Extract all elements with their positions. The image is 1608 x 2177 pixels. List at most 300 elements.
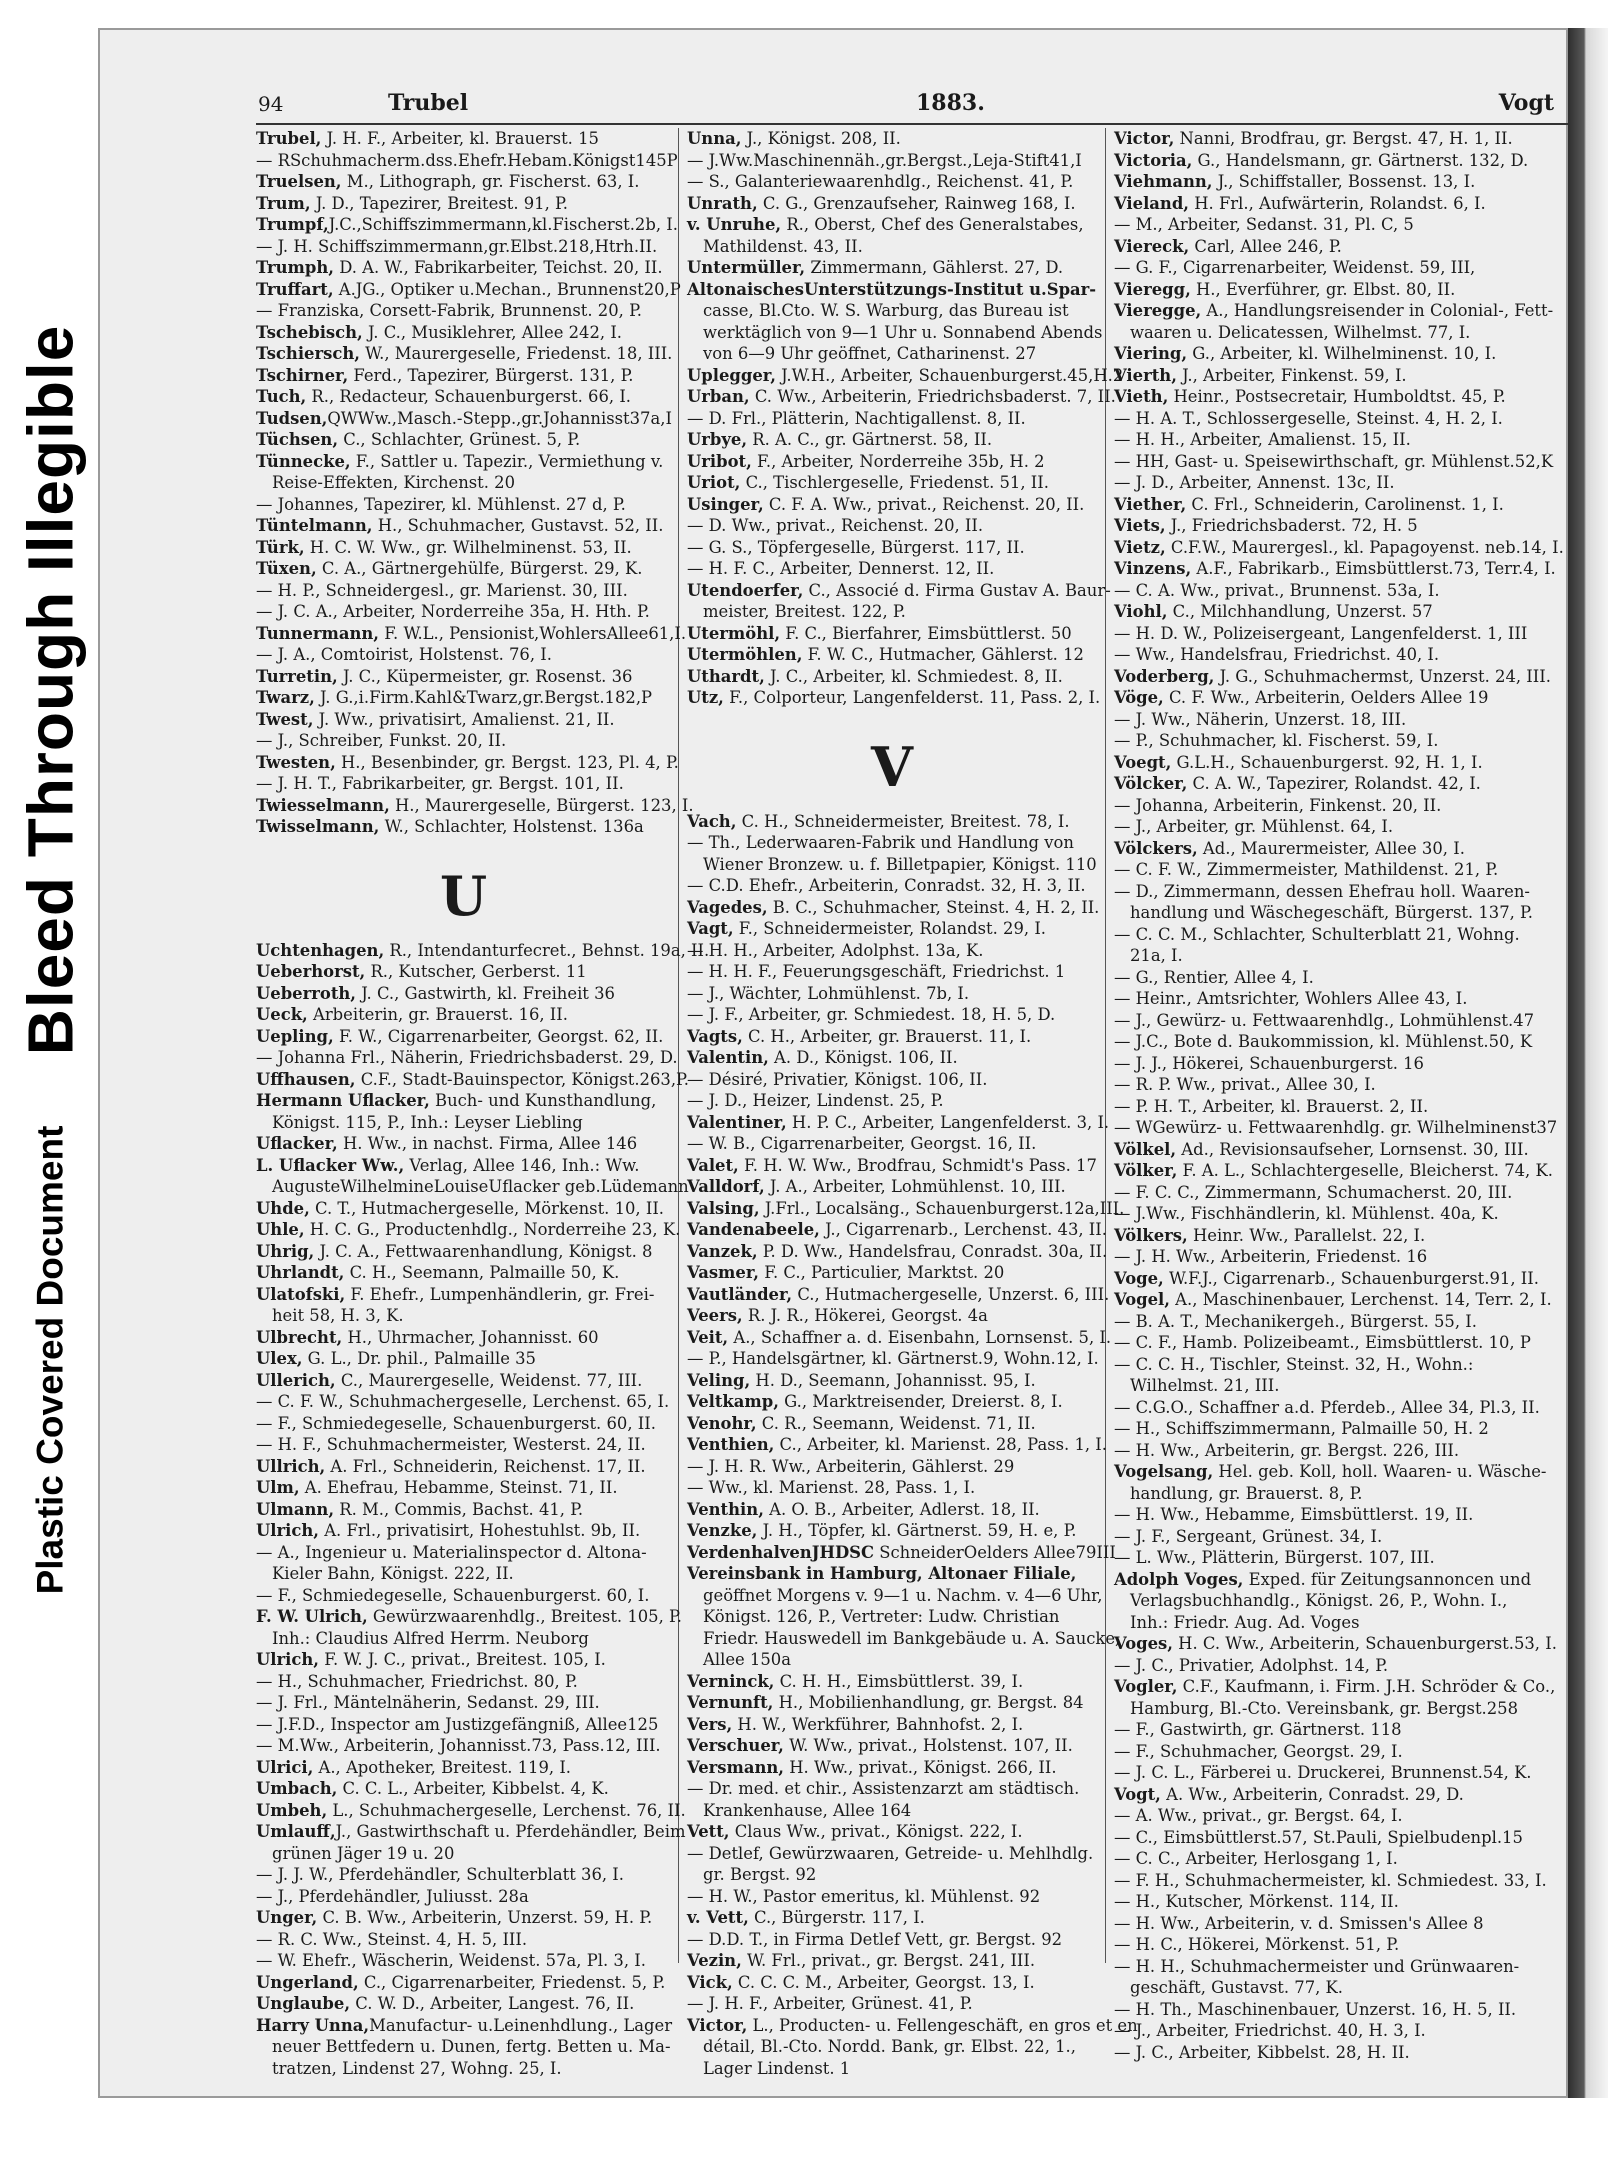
entry-details: — J. C. A., Arbeiter, Norderreihe 35a, H. Hth. P.	[256, 602, 650, 621]
directory-entry	[687, 214, 1097, 236]
directory-entry	[256, 983, 671, 1005]
entry-details: G., Arbeiter, kl. Wilhelminenst. 10, I.	[1187, 344, 1497, 363]
entry-details: — J. H. Ww., Arbeiterin, Friedenst. 16	[1114, 1247, 1428, 1266]
directory-entry	[687, 1735, 1097, 1757]
entry-details: F. A. L., Schlachtergeselle, Bleicherst. 74, K.	[1177, 1161, 1553, 1180]
entry-details: tratzen, Lindenst 27, Wohng. 25, I.	[272, 2058, 562, 2078]
entry-details: — Ww., Handelsfrau, Friedrichst. 40, I.	[1114, 645, 1440, 664]
entry-details: — Johannes, Tapezirer, kl. Mühlenst. 27 d, P.	[256, 494, 626, 514]
directory-entry	[1114, 838, 1574, 860]
directory-entry	[256, 773, 671, 795]
directory-entry	[256, 1499, 671, 1521]
directory-entry	[1114, 1461, 1574, 1483]
entry-details: — J. Ww., Näherin, Unzerst. 18, III.	[1114, 709, 1407, 729]
entry-details: H., Besenbinder, gr. Bergst. 123, Pl. 4, P.	[335, 752, 679, 772]
entry-details: J. C., Gastwirth, kl. Freiheit 36	[356, 983, 615, 1003]
directory-entry	[1114, 1977, 1574, 1999]
entry-surname: Viether,	[1114, 494, 1187, 514]
entry-details: A.JG., Optiker u.Mechan., Brunnenst20,P	[333, 279, 681, 299]
entry-details: — G. F., Cigarrenarbeiter, Weidenst. 59, III,	[1114, 258, 1476, 277]
entry-details: C., Schlachter, Grünest. 5, P.	[338, 430, 581, 449]
directory-entry	[1114, 601, 1574, 623]
directory-entry	[1114, 1160, 1574, 1182]
entry-details: — WGewürz- u. Fettwaarenhdlg. gr. Wilhelminenst37	[1114, 1118, 1558, 1137]
directory-entry	[687, 515, 1097, 537]
entry-details: Reise-Effekten, Kirchenst. 20	[272, 473, 516, 492]
entry-surname: Tudsen,	[256, 408, 328, 428]
entry-details: — F., Schmiedegeselle, Schauenburgerst. 60, I.	[256, 1585, 650, 1605]
entry-surname: Untermüller,	[687, 258, 806, 277]
directory-entry	[1114, 1547, 1574, 1569]
entry-details: W. Ww., privat., Holstenst. 107, II.	[783, 1736, 1073, 1755]
entry-surname: Vett,	[687, 1822, 730, 1841]
directory-entry	[687, 1047, 1097, 1069]
directory-entry	[256, 279, 681, 301]
directory-entry	[687, 408, 1097, 430]
entry-details: — J.F.D., Inspector am Justizgefängniß, Allee125	[256, 1714, 659, 1734]
entry-surname: Vach,	[687, 811, 737, 831]
entry-surname: Ulrici,	[256, 1757, 314, 1777]
entry-surname: Uhrig,	[256, 1241, 315, 1261]
directory-entry	[256, 1241, 671, 1263]
directory-entry	[687, 1176, 1097, 1198]
entry-details: F. W. C., Hutmacher, Gählerst. 12	[802, 645, 1084, 664]
entry-details: — P. H. T., Arbeiter, kl. Brauerst. 2, II.	[1114, 1096, 1429, 1116]
directory-entry	[1114, 1289, 1574, 1311]
entry-surname: Truffart,	[256, 279, 334, 299]
directory-entry	[1114, 1612, 1574, 1634]
entry-details: C., Bürgerstr. 117, I.	[748, 1908, 925, 1927]
directory-entry	[256, 1026, 671, 1048]
entry-surname: Viehmann,	[1114, 172, 1213, 191]
directory-entry	[687, 1198, 1125, 1220]
directory-entry	[1114, 1633, 1574, 1655]
side-label-plastic-text: Plastic Covered Document	[29, 1125, 70, 1595]
entry-details: F., Colporteur, Langenfelderst. 11, Pass. 2, I.	[723, 688, 1101, 707]
entry-details: — J., Gewürz- u. Fettwaarenhdlg., Lohmühlenst.47	[1114, 1010, 1535, 1030]
entry-details: J. C., Arbeiter, kl. Schmiedest. 8, II.	[764, 666, 1063, 686]
entry-details: — M., Arbeiter, Sedanst. 31, Pl. C, 5	[1114, 215, 1414, 234]
entry-surname: Unglaube,	[256, 1994, 351, 2013]
entry-surname: Viereck,	[1114, 236, 1190, 256]
entry-details: Arbeiterin, gr. Brauerst. 16, II.	[307, 1005, 568, 1024]
entry-surname: VerdenhalvenJHDSC	[687, 1542, 875, 1562]
directory-entry	[256, 494, 671, 516]
directory-entry	[687, 1649, 1097, 1671]
directory-entry	[687, 1757, 1097, 1779]
directory-entry	[1114, 494, 1574, 516]
entry-details: J., Schiffstaller, Bossenst. 13, I.	[1212, 172, 1476, 191]
directory-entry	[256, 515, 671, 537]
entry-surname: Viets,	[1114, 516, 1166, 535]
entry-details: G., Handelsmann, gr. Gärtnerst. 132, D.	[1192, 150, 1529, 170]
entry-details: P. D. Ww., Handelsfrau, Conradst. 30a, II.	[757, 1241, 1108, 1261]
directory-entry	[1114, 967, 1574, 989]
directory-entry	[687, 171, 1097, 193]
entry-surname: Ulrich,	[256, 1521, 319, 1540]
directory-entry	[256, 1821, 686, 1843]
entry-surname: Tüchsen,	[256, 430, 339, 449]
entry-surname: Adolph Voges,	[1114, 1569, 1244, 1589]
entry-details: Hel. geb. Koll, holl. Waaren- u. Wäsche-	[1213, 1462, 1547, 1481]
entry-details: Königst. 115, P., Inh.: Leyser Liebling	[272, 1112, 583, 1132]
entry-details: — H., Schiffszimmermann, Palmaille 50, H. 2	[1114, 1419, 1489, 1438]
entry-surname: Trubel,	[256, 129, 322, 148]
directory-entry	[1114, 709, 1574, 731]
entry-details: — H. H., Arbeiter, Amalienst. 15, II.	[1114, 430, 1411, 449]
directory-entry	[1114, 1569, 1574, 1591]
entry-details: — R. P. Ww., privat., Allee 30, I.	[1114, 1075, 1376, 1094]
directory-entry	[1114, 1053, 1574, 1075]
directory-entry	[687, 472, 1097, 494]
entry-details: — J.Ww., Fischhändlerin, kl. Mühlenst. 40a, K.	[1114, 1204, 1499, 1223]
entry-surname: Valldorf,	[687, 1177, 765, 1196]
directory-entry	[1114, 1934, 1574, 1956]
directory-entry	[687, 1993, 1097, 2015]
entry-details: SchneiderOelders Allee79III	[874, 1542, 1116, 1562]
entry-surname: Hermann Uflacker,	[256, 1091, 430, 1110]
entry-details: — H. Th., Maschinenbauer, Unzerst. 16, H. 5, II.	[1114, 1999, 1517, 2019]
directory-entry	[1114, 795, 1574, 817]
directory-entry	[687, 1520, 1097, 1542]
entry-surname: Vasmer,	[687, 1263, 759, 1282]
directory-entry	[256, 171, 671, 193]
entry-surname: Victoria,	[1114, 150, 1193, 170]
entry-details: — L. Ww., Plätterin, Bürgerst. 107, III.	[1114, 1548, 1435, 1567]
entry-details: — J., Arbeiter, gr. Mühlenst. 64, I.	[1114, 817, 1394, 836]
entry-details: C. R., Seemann, Weidenst. 71, II.	[756, 1413, 1036, 1433]
entry-surname: Vietz,	[1114, 537, 1166, 557]
directory-entry	[1114, 1870, 1574, 1892]
entry-details: Verlag, Allee 146, Inh.: Ww.	[404, 1155, 640, 1175]
entry-surname: Trum,	[256, 193, 311, 213]
directory-entry	[1114, 537, 1574, 559]
directory-entry	[687, 300, 1097, 322]
directory-entry	[687, 2036, 1097, 2058]
entry-surname: Veers,	[687, 1306, 743, 1325]
entry-surname: Victor,	[687, 2015, 748, 2035]
entry-details: — J. F., Sergeant, Grünest. 34, I.	[1114, 1526, 1383, 1546]
directory-entry	[1114, 752, 1574, 774]
directory-entry	[1114, 451, 1574, 473]
page-text-block	[256, 88, 1594, 2078]
directory-entry	[1114, 1891, 1574, 1913]
entry-details: C.F., Stadt-Bauinspector, Königst.263,P.	[355, 1069, 689, 1089]
directory-entry	[1114, 515, 1574, 537]
entry-details: waaren u. Delicatessen, Wilhelmst. 77, I.	[1130, 322, 1471, 342]
directory-entry	[1114, 988, 1574, 1010]
directory-entry	[256, 322, 671, 344]
directory-entry	[1114, 1031, 1574, 1053]
entry-details: — J. H. F., Arbeiter, Grünest. 41, P.	[687, 1994, 973, 2013]
entry-details: A. Frl., Schneiderin, Reichenst. 17, II.	[325, 1456, 646, 1476]
directory-entry	[256, 1348, 671, 1370]
entry-details: — F. H., Schuhmachermeister, kl. Schmiedest. 33, I.	[1114, 1870, 1547, 1890]
directory-entry	[256, 2058, 671, 2080]
entry-details: J.Frl., Localsäng., Schauenburgerst.12a,III.	[759, 1198, 1125, 1218]
directory-entry	[1114, 1311, 1574, 1333]
entry-details: A., Handlungsreisender in Colonial-, Fett-	[1201, 301, 1554, 320]
entry-details: R. M., Commis, Bachst. 41, P.	[334, 1499, 584, 1519]
entry-details: — C. C. H., Tischler, Steinst. 32, H., Wohn.:	[1114, 1354, 1474, 1374]
entry-details: C.F., Kaufmann, i. Firm. J.H. Schröder & Co.,	[1177, 1677, 1556, 1696]
entry-details: A.F., Fabrikarb., Eimsbüttlerst.73, Terr.4, I.	[1191, 559, 1556, 578]
entry-details: QWWw.,Masch.-Stepp.,gr.Johannisst37a,I	[327, 408, 672, 428]
entry-details: Wiener Bronzew. u. f. Billetpapier, Königst. 110	[703, 854, 1097, 874]
entry-details: Krankenhause, Allee 164	[703, 1800, 912, 1820]
entry-details: Verlagsbuchhandlg., Königst. 26, P., Wohn. I.,	[1130, 1591, 1508, 1610]
directory-entry	[1114, 1762, 1574, 1784]
directory-entry	[687, 1370, 1097, 1392]
directory-entry	[1114, 1203, 1574, 1225]
entry-surname: Umbach,	[256, 1779, 338, 1798]
directory-entry	[256, 1155, 671, 1177]
entry-details: C. W. D., Arbeiter, Langest. 76, II.	[350, 1994, 635, 2013]
directory-entry	[687, 1477, 1097, 1499]
directory-entry	[1114, 1784, 1574, 1806]
entry-surname: F. W. Ulrich,	[256, 1607, 368, 1626]
entry-details: W. Frl., privat., gr. Bergst. 241, III.	[741, 1951, 1036, 1970]
entry-details: F. C., Bierfahrer, Eimsbüttlerst. 50	[780, 623, 1072, 643]
directory-entry	[687, 1778, 1097, 1800]
directory-entry	[1114, 945, 1574, 967]
entry-details: J. A., Arbeiter, Lohmühlenst. 10, III.	[764, 1177, 1066, 1196]
entry-details: — H. A. T., Schlossergeselle, Steinst. 4, H. 2, I.	[1114, 408, 1503, 428]
side-label-bleed-text: Bleed Through Illegible	[14, 324, 86, 1056]
directory-entry	[256, 2036, 671, 2058]
entry-details: C., Milchhandlung, Unzerst. 57	[1167, 602, 1433, 621]
entry-surname: Vieland,	[1114, 193, 1190, 213]
entry-details: — Franziska, Corsett-Fabrik, Brunnenst. 20, P.	[256, 301, 642, 320]
entry-details: R. J. R., Hökerei, Georgst. 4a	[742, 1306, 988, 1325]
entry-details: — J. D., Heizer, Lindenst. 25, P.	[687, 1091, 944, 1110]
entry-details: — J., Pferdehändler, Juliusst. 28a	[256, 1886, 529, 1906]
entry-surname: Tschiersch,	[256, 344, 360, 363]
directory-entry	[1114, 1225, 1574, 1247]
entry-details: von 6—9 Uhr geöffnet, Catharinenst. 27	[703, 344, 1037, 363]
entry-surname: Völckers,	[1114, 838, 1198, 858]
entry-details: — H. F., Schuhmachermeister, Westerst. 24, II.	[256, 1435, 646, 1454]
directory-entry	[256, 386, 671, 408]
directory-entry	[256, 709, 671, 731]
entry-surname: Ulex,	[256, 1349, 303, 1368]
directory-entry	[687, 1499, 1097, 1521]
entry-surname: Vandenabeele,	[687, 1220, 820, 1239]
directory-entry	[687, 1929, 1097, 1951]
entry-details: H. W., Werkführer, Bahnhofst. 2, I.	[732, 1714, 1024, 1734]
directory-entry	[687, 1628, 1121, 1650]
entry-details: — H. F. C., Arbeiter, Dennerst. 12, II.	[687, 559, 995, 578]
entry-details: C. A. W., Tapezirer, Rolandst. 42, I.	[1187, 774, 1481, 793]
directory-entry	[1114, 1526, 1574, 1548]
entry-details: H. Frl., Aufwärterin, Rolandst. 6, I.	[1189, 193, 1486, 213]
entry-details: grünen Jäger 19 u. 20	[272, 1843, 455, 1863]
directory-entry	[687, 1542, 1116, 1564]
entry-surname: Uhrlandt,	[256, 1263, 345, 1282]
entry-details: meister, Breitest. 122, P.	[703, 602, 906, 621]
directory-entry	[256, 666, 671, 688]
directory-entry	[1114, 1655, 1574, 1677]
entry-details: — D. Frl., Plätterin, Nachtigallenst. 8, II.	[687, 408, 1026, 428]
entry-surname: v. Vett,	[687, 1908, 749, 1927]
entry-details: C. F. Ww., Arbeiterin, Oelders Allee 19	[1163, 688, 1489, 707]
directory-entry	[1114, 1074, 1574, 1096]
entry-surname: Uffhausen,	[256, 1069, 356, 1089]
directory-entry	[256, 1047, 678, 1069]
entry-surname: Utermöhlen,	[687, 645, 803, 664]
directory-entry	[256, 1800, 686, 1822]
directory-entry	[687, 1843, 1097, 1865]
entry-surname: Truelsen,	[256, 172, 342, 191]
entry-details: — F., Schuhmacher, Georgst. 29, I.	[1114, 1741, 1403, 1761]
entry-details: Ad., Revisionsaufseher, Lornsenst. 30, III.	[1176, 1139, 1529, 1159]
directory-entry	[256, 752, 679, 774]
entry-surname: Tünnecke,	[256, 451, 351, 471]
directory-entry	[1114, 429, 1574, 451]
directory-entry	[687, 918, 1097, 940]
entry-surname: Veit,	[687, 1327, 729, 1347]
directory-entry	[256, 1714, 671, 1736]
directory-entry	[687, 236, 1097, 258]
directory-entry	[256, 558, 671, 580]
entry-surname: Unrath,	[687, 193, 758, 213]
directory-entry	[687, 1348, 1097, 1370]
entry-details: — H., Schuhmacher, Friedrichst. 80, P.	[256, 1671, 578, 1691]
directory-entry	[256, 601, 671, 623]
directory-entry	[256, 1563, 671, 1585]
directory-entry	[687, 429, 1097, 451]
directory-entry	[687, 1972, 1097, 1994]
entry-surname: Venohr,	[687, 1413, 757, 1433]
directory-entry	[256, 214, 678, 236]
entry-surname: Twest,	[256, 709, 314, 729]
entry-surname: Vöge,	[1114, 688, 1164, 707]
directory-entry	[687, 1241, 1108, 1263]
directory-entry	[256, 580, 671, 602]
directory-entry	[1114, 1010, 1574, 1032]
entry-details: neuer Bettfedern u. Dunen, fertg. Betten u. Ma-	[272, 2037, 671, 2056]
entry-surname: Utermöhl,	[687, 623, 781, 643]
entry-details: Allee 150a	[703, 1650, 791, 1669]
entry-details: F., Arbeiter, Norderreihe 35b, H. 2	[751, 451, 1045, 471]
directory-entry	[1114, 1139, 1574, 1161]
directory-entry	[256, 1133, 671, 1155]
entry-surname: Uthardt,	[687, 666, 765, 686]
entry-details: — Johanna Frl., Näherin, Friedrichsbaderst. 29, D.	[256, 1048, 678, 1067]
directory-entry	[256, 1305, 671, 1327]
entry-surname: Valentin,	[687, 1048, 769, 1067]
entry-surname: Völkel,	[1114, 1139, 1177, 1159]
entry-details: — A. Ww., privat., gr. Bergst. 64, I.	[1114, 1806, 1403, 1825]
section-letter: V	[871, 734, 913, 799]
entry-surname: Unger,	[256, 1908, 318, 1927]
entry-surname: Trumpf,	[256, 215, 329, 234]
entry-details: M., Lithograph, gr. Fischerst. 63, I.	[341, 172, 640, 191]
directory-entry	[1114, 1504, 1574, 1526]
entry-surname: Valet,	[687, 1155, 739, 1175]
entry-details: J.W.H., Arbeiter, Schauenburgerst.45,H.2	[775, 365, 1124, 385]
directory-entry	[256, 1456, 671, 1478]
entry-surname: Umbeh,	[256, 1800, 328, 1820]
directory-entry	[1114, 365, 1574, 387]
entry-details: C. Ww., Arbeiterin, Friedrichsbaderst. 7, II.	[749, 387, 1116, 406]
entry-details: C. Frl., Schneiderin, Carolinenst. 1, I.	[1186, 494, 1504, 514]
entry-surname: Valentiner,	[687, 1112, 787, 1132]
entry-details: — W. Ehefr., Wäscherin, Weidenst. 57a, Pl. 3, I.	[256, 1951, 646, 1970]
directory-entry	[1114, 193, 1574, 215]
entry-details: G.L.H., Schauenburgerst. 92, H. 1, I.	[1171, 752, 1483, 772]
entry-surname: Ulatofski,	[256, 1284, 346, 1304]
entry-surname: Harry Unna,	[256, 2015, 370, 2035]
entry-details: — HH, Gast- u. Speisewirthschaft, gr. Mühlenst.52,K	[1114, 451, 1554, 471]
side-label-plastic-covered	[0, 1080, 100, 1640]
directory-entry	[687, 687, 1101, 709]
directory-entry	[687, 279, 1097, 301]
entry-details: C. C. L., Arbeiter, Kibbelst. 4, K.	[337, 1779, 609, 1798]
entry-details: J. G., Schuhmachermst, Unzerst. 24, III.	[1214, 666, 1551, 686]
directory-entry	[687, 1714, 1097, 1736]
entry-details: R. A. C., gr. Gärtnerst. 58, II.	[747, 430, 993, 449]
entry-details: — H., Kutscher, Mörkenst. 114, II.	[1114, 1892, 1399, 1911]
directory-entry	[256, 1972, 671, 1994]
entry-details: — W. B., Cigarrenarbeiter, Georgst. 16, II.	[687, 1134, 1037, 1153]
entry-details: J. H., Töpfer, kl. Gärtnerst. 59, H. e, P.	[757, 1521, 1077, 1540]
entry-surname: Vogelsang,	[1114, 1462, 1214, 1481]
directory-entry	[687, 1112, 1110, 1134]
directory-entry	[256, 1327, 671, 1349]
entry-details: J. C., Küpermeister, gr. Rosenst. 36	[337, 666, 633, 686]
entry-details: — J. C., Privatier, Adolphst. 14, P.	[1114, 1655, 1389, 1675]
entry-surname: Vautländer,	[687, 1284, 793, 1304]
directory-entry	[687, 1026, 1097, 1048]
entry-surname: Ueberroth,	[256, 983, 357, 1003]
entry-surname: Vieregge,	[1114, 301, 1202, 320]
entry-details: — Dr. med. et chir., Assistenzarzt am städtisch.	[687, 1779, 1080, 1798]
entry-details: — J. F., Arbeiter, gr. Schmiedest. 18, H. 5, D.	[687, 1005, 1056, 1024]
directory-entry	[687, 1434, 1107, 1456]
entry-details: F. W., Cigarrenarbeiter, Georgst. 62, II.	[333, 1026, 664, 1046]
directory-entry	[1114, 1999, 1574, 2021]
directory-entry	[1114, 1096, 1574, 1118]
directory-entry	[256, 1606, 682, 1628]
directory-entry	[256, 472, 671, 494]
entry-surname: Uribot,	[687, 451, 752, 471]
entry-surname: Vierth,	[1114, 365, 1177, 385]
entry-details: — P., Handelsgärtner, kl. Gärtnerst.9, Wohn.12, I.	[687, 1349, 1099, 1368]
directory-entry	[256, 1262, 671, 1284]
directory-entry	[1114, 1332, 1574, 1354]
entry-details: — P., Schuhmacher, kl. Fischerst. 59, I.	[1114, 731, 1439, 750]
entry-details: C., Associé d. Firma Gustav A. Baur-	[803, 580, 1111, 600]
directory-entry	[1114, 257, 1574, 279]
entry-details: — Ww., kl. Marienst. 28, Pass. 1, I.	[687, 1478, 976, 1497]
entry-details: geöffnet Morgens v. 9—1 u. Nachm. v. 4—6 Uhr,	[703, 1585, 1103, 1605]
directory-entry	[256, 537, 671, 559]
entry-details: — G., Rentier, Allee 4, I.	[1114, 967, 1314, 987]
entry-details: gr. Bergst. 92	[703, 1865, 817, 1884]
directory-entry	[1114, 1698, 1574, 1720]
entry-details: H., Everführer, gr. Elbst. 80, II.	[1190, 279, 1456, 299]
entry-details: — F., Gastwirth, gr. Gärtnerst. 118	[1114, 1720, 1402, 1739]
directory-entry	[1114, 1741, 1574, 1763]
directory-entry	[1114, 1246, 1574, 1268]
entry-surname: Usinger,	[687, 494, 764, 514]
entry-details: A., Schaffner a. d. Eisenbahn, Lornsenst. 5, I.	[728, 1327, 1112, 1347]
directory-entry	[687, 1950, 1097, 1972]
entry-details: — H. Ww., Hebamme, Eimsbüttlerst. 19, II.	[1114, 1505, 1474, 1524]
entry-surname: v. Unruhe,	[687, 215, 782, 234]
directory-entry	[1114, 1590, 1574, 1612]
